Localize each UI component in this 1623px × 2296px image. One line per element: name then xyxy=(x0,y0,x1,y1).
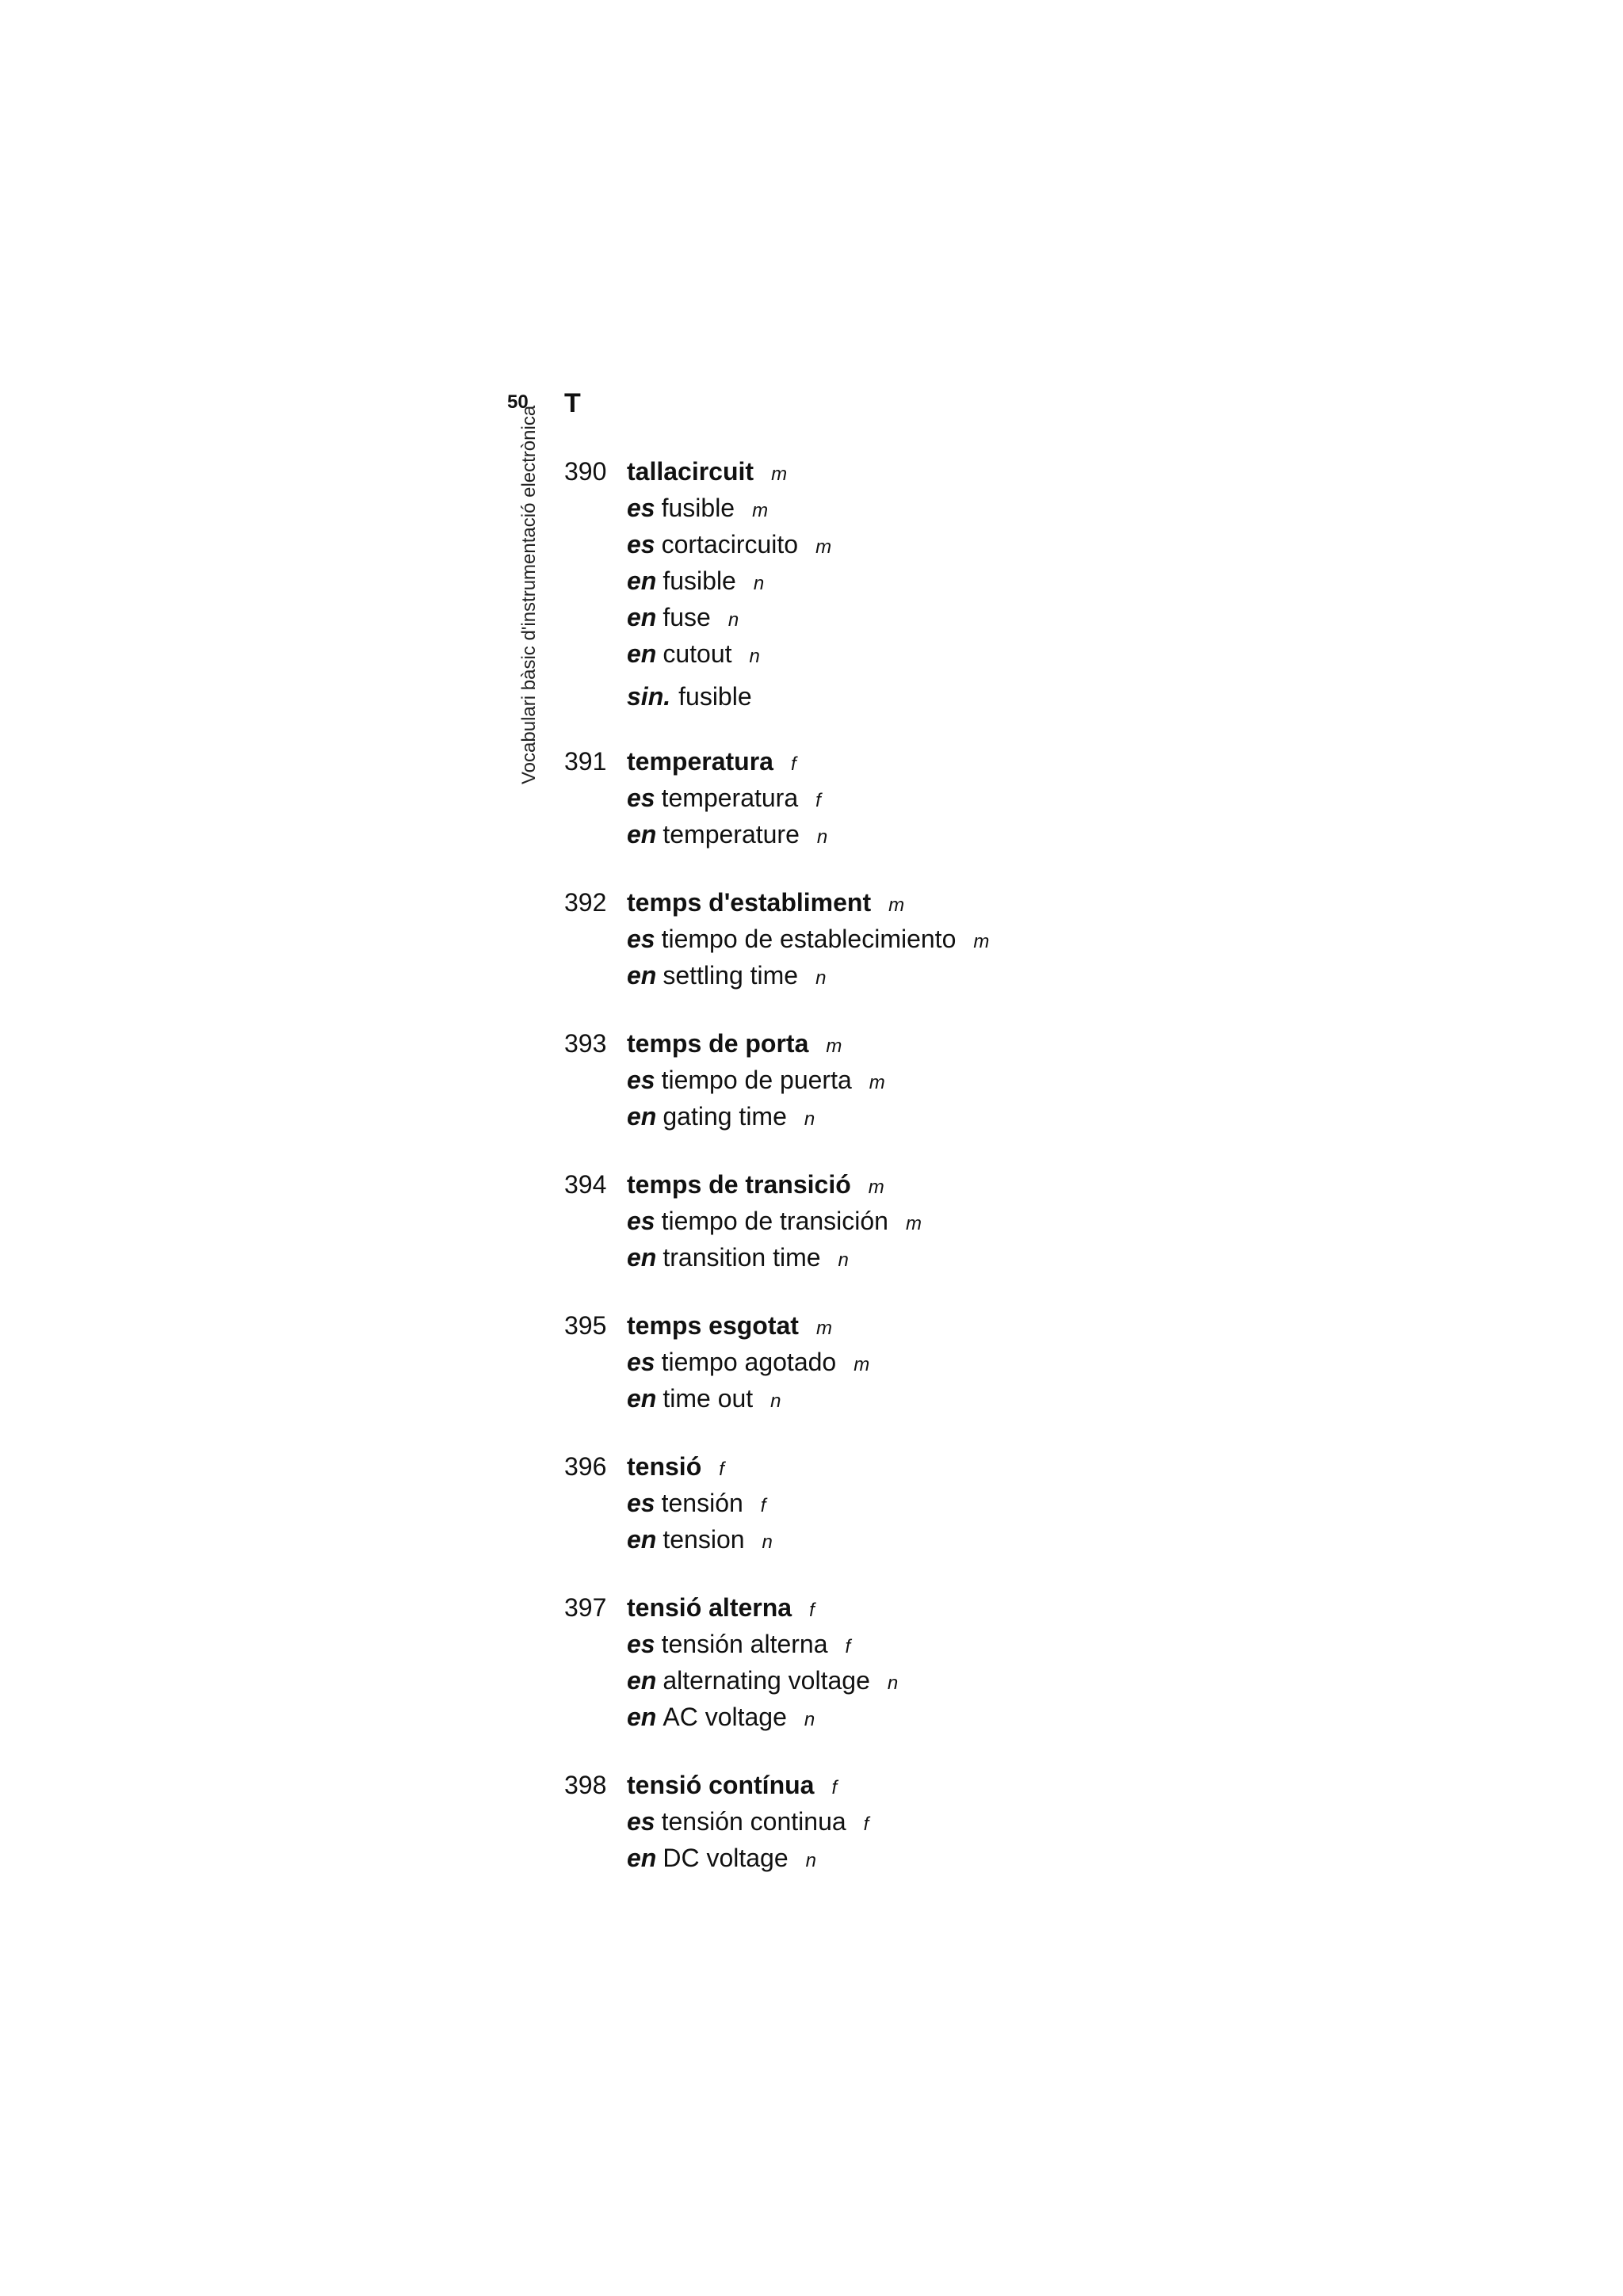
equivalent-term: settling time xyxy=(663,961,799,990)
grammar-label: m xyxy=(815,1318,832,1339)
entry-body xyxy=(627,1450,1277,1559)
headword: temps d'establiment xyxy=(627,888,872,917)
equivalent-line xyxy=(627,491,1277,528)
grammar-label: f xyxy=(845,1636,851,1657)
equivalent-term: tensión xyxy=(661,1489,743,1517)
dictionary-entry xyxy=(564,455,1277,713)
equivalent-line xyxy=(627,528,1277,564)
equivalent-term: tiempo de establecimiento xyxy=(661,925,957,953)
headword-line xyxy=(627,745,1277,781)
grammar-label: n xyxy=(805,1850,816,1871)
equivalent-line xyxy=(627,1523,1277,1559)
headword-line xyxy=(627,1768,1277,1805)
equivalent-term: tension xyxy=(663,1525,745,1554)
synonym-line xyxy=(627,680,1277,713)
equivalent-term: tiempo de transición xyxy=(661,1207,888,1235)
headword: tensió contínua xyxy=(627,1771,815,1799)
language-code: en xyxy=(627,566,657,595)
headword: temps de porta xyxy=(627,1029,809,1058)
equivalent-line xyxy=(627,1063,1277,1100)
section-letter: T xyxy=(564,388,581,418)
entry-number: 394 xyxy=(564,1170,607,1199)
equivalent-line xyxy=(627,564,1277,601)
headword: temps esgotat xyxy=(627,1311,799,1340)
equivalent-line xyxy=(627,818,1277,854)
headword-line xyxy=(627,1309,1277,1345)
grammar-label: n xyxy=(816,826,828,848)
entry-body xyxy=(627,1027,1277,1136)
entry-body xyxy=(627,1168,1277,1277)
headword-line xyxy=(627,1027,1277,1063)
language-code: es xyxy=(627,1207,655,1235)
grammar-label: n xyxy=(753,573,765,594)
grammar-label: m xyxy=(973,931,990,952)
equivalent-term: tensión continua xyxy=(661,1807,846,1836)
headword-line xyxy=(627,455,1277,491)
entry-number: 397 xyxy=(564,1593,607,1622)
equivalent-line xyxy=(627,637,1277,673)
entry-number: 392 xyxy=(564,888,607,917)
dictionary-entry xyxy=(564,1309,1277,1418)
equivalent-term: AC voltage xyxy=(663,1703,787,1731)
equivalent-line xyxy=(627,1486,1277,1523)
equivalent-term: gating time xyxy=(663,1102,787,1131)
equivalent-term: fusible xyxy=(661,494,735,522)
language-code: en xyxy=(627,1384,657,1413)
grammar-label: m xyxy=(868,1177,884,1198)
grammar-label: m xyxy=(888,894,905,916)
language-code: en xyxy=(627,1703,657,1731)
grammar-label: f xyxy=(809,1600,815,1621)
grammar-label: m xyxy=(826,1035,842,1057)
entry-number: 393 xyxy=(564,1029,607,1058)
language-code: es xyxy=(627,1807,655,1836)
language-code: es xyxy=(627,1489,655,1517)
equivalent-line xyxy=(627,1841,1277,1878)
language-code: es xyxy=(627,494,655,522)
language-code: en xyxy=(627,1666,657,1695)
language-code: es xyxy=(627,784,655,812)
equivalent-term: tiempo agotado xyxy=(661,1348,837,1376)
grammar-label: m xyxy=(815,536,832,558)
language-code: en xyxy=(627,1102,657,1131)
headword-line xyxy=(627,1168,1277,1204)
entry-body xyxy=(627,455,1277,713)
language-code: en xyxy=(627,603,657,631)
grammar-label: n xyxy=(838,1249,849,1271)
equivalent-term: DC voltage xyxy=(663,1844,789,1872)
grammar-label: f xyxy=(790,753,796,775)
equivalent-line xyxy=(627,1100,1277,1136)
dictionary-entry xyxy=(564,1027,1277,1136)
language-code: es xyxy=(627,530,655,559)
entry-number: 396 xyxy=(564,1452,607,1481)
equivalent-term: alternating voltage xyxy=(663,1666,870,1695)
equivalent-line xyxy=(627,1345,1277,1382)
equivalent-line xyxy=(627,1700,1277,1737)
grammar-label: m xyxy=(752,500,769,521)
language-code: en xyxy=(627,639,657,668)
grammar-label: m xyxy=(854,1354,870,1375)
entry-body xyxy=(627,745,1277,854)
grammar-label: f xyxy=(815,790,821,811)
equivalent-term: time out xyxy=(663,1384,754,1413)
synonym-term: fusible xyxy=(678,682,752,711)
headword: tallacircuit xyxy=(627,457,754,486)
entry-number: 395 xyxy=(564,1311,607,1340)
equivalent-line xyxy=(627,1627,1277,1664)
headword: temperatura xyxy=(627,747,773,776)
grammar-label: f xyxy=(863,1814,869,1835)
language-code: es xyxy=(627,1066,655,1094)
dictionary-entry xyxy=(564,1768,1277,1878)
entry-list xyxy=(564,455,1277,1909)
headword-line xyxy=(627,886,1277,922)
entry-number: 391 xyxy=(564,747,607,776)
language-code: es xyxy=(627,1630,655,1658)
entry-number: 390 xyxy=(564,457,607,486)
page-number: 50 xyxy=(507,391,529,413)
entry-body xyxy=(627,1591,1277,1737)
equivalent-line xyxy=(627,922,1277,959)
equivalent-term: tensión alterna xyxy=(661,1630,828,1658)
equivalent-line xyxy=(627,1241,1277,1277)
headword: temps de transició xyxy=(627,1170,851,1199)
equivalent-line xyxy=(627,1805,1277,1841)
entry-body xyxy=(627,1309,1277,1418)
equivalent-line xyxy=(627,1664,1277,1700)
equivalent-term: temperatura xyxy=(661,784,799,812)
grammar-label: m xyxy=(905,1213,922,1234)
headword: tensió alterna xyxy=(627,1593,792,1622)
running-title-text: Vocabulari bàsic d'instrumentació electrònica xyxy=(518,405,540,784)
equivalent-term: tiempo de puerta xyxy=(661,1066,852,1094)
dictionary-entry xyxy=(564,1591,1277,1737)
grammar-label: f xyxy=(831,1777,838,1798)
headword: tensió xyxy=(627,1452,702,1481)
dictionary-entry xyxy=(564,745,1277,854)
grammar-label: n xyxy=(770,1390,781,1412)
synonym-label: sin. xyxy=(627,682,671,711)
equivalent-term: cutout xyxy=(663,639,732,668)
dictionary-entry xyxy=(564,886,1277,995)
dictionary-entry xyxy=(564,1450,1277,1559)
dictionary-entry xyxy=(564,1168,1277,1277)
equivalent-line xyxy=(627,1382,1277,1418)
grammar-label: n xyxy=(762,1531,773,1553)
equivalent-term: fuse xyxy=(663,603,711,631)
entry-body xyxy=(627,1768,1277,1878)
grammar-label: n xyxy=(804,1108,815,1130)
grammar-label: f xyxy=(760,1495,766,1516)
language-code: en xyxy=(627,820,657,849)
grammar-label: n xyxy=(804,1709,815,1730)
grammar-label: m xyxy=(771,463,788,485)
headword-line xyxy=(627,1450,1277,1486)
equivalent-term: cortacircuito xyxy=(661,530,799,559)
equivalent-term: temperature xyxy=(663,820,800,849)
equivalent-line xyxy=(627,601,1277,637)
grammar-label: f xyxy=(719,1459,724,1480)
entry-body xyxy=(627,886,1277,995)
language-code: es xyxy=(627,1348,655,1376)
equivalent-line xyxy=(627,1204,1277,1241)
headword-line xyxy=(627,1591,1277,1627)
language-code: en xyxy=(627,1844,657,1872)
language-code: en xyxy=(627,1525,657,1554)
equivalent-line xyxy=(627,959,1277,995)
equivalent-line xyxy=(627,781,1277,818)
grammar-label: n xyxy=(727,609,739,631)
equivalent-term: transition time xyxy=(663,1243,821,1272)
language-code: en xyxy=(627,1243,657,1272)
entry-number: 398 xyxy=(564,1771,607,1799)
language-code: es xyxy=(627,925,655,953)
grammar-label: n xyxy=(749,646,760,667)
equivalent-term: fusible xyxy=(663,566,736,595)
language-code: en xyxy=(627,961,657,990)
grammar-label: m xyxy=(869,1072,885,1093)
grammar-label: n xyxy=(815,967,827,989)
grammar-label: n xyxy=(887,1672,899,1694)
